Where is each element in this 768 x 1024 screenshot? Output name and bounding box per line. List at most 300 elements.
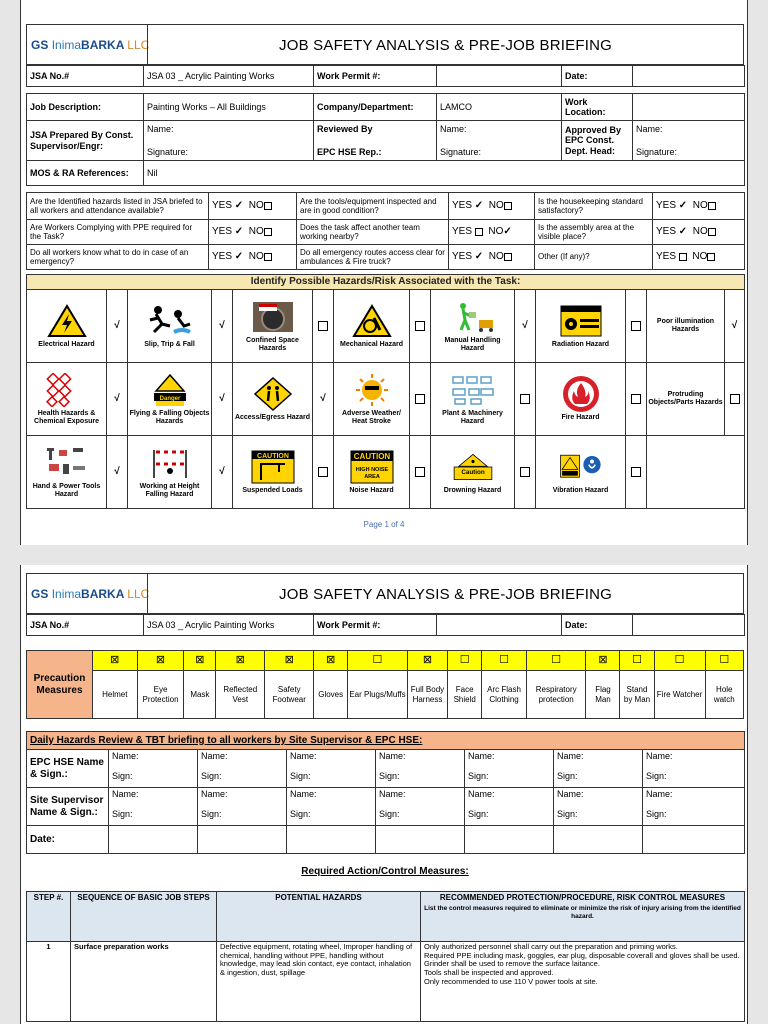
daily-sign-cell[interactable] xyxy=(198,788,287,826)
protection-header-title: RECOMMENDED PROTECTION/PROCEDURE, RISK CONTROL MEASURES xyxy=(439,893,726,902)
work-location-label: Work Location: xyxy=(562,94,633,121)
hazard-check-mark: √ xyxy=(320,393,326,405)
yes-no-answer[interactable] xyxy=(209,193,297,220)
svg-text:Caution: Caution xyxy=(460,469,485,477)
question-text: Is the assembly area at the visible place? xyxy=(535,220,653,245)
company-logo xyxy=(29,29,149,61)
job-details-table xyxy=(26,93,745,186)
reviewed-by-fields[interactable] xyxy=(437,121,562,161)
hazard-checkbox[interactable] xyxy=(107,363,128,436)
hazard-checkbox[interactable] xyxy=(212,363,233,436)
daily-sign-cell[interactable] xyxy=(109,750,198,788)
question-text: Is the housekeeping standard satisfactory? xyxy=(535,193,653,220)
slip-trip-icon xyxy=(148,303,192,339)
document-title: JOB SAFETY ANALYSIS & PRE-JOB BRIEFING xyxy=(147,574,743,614)
sign-label: Sign: xyxy=(379,771,400,782)
no-label: NO xyxy=(692,226,708,238)
precaution-checkbox[interactable]: ⊠ xyxy=(92,651,137,671)
hazard-label: Radiation Hazard xyxy=(551,340,610,348)
hazard-label: Protruding Objects/Parts Hazards xyxy=(648,390,723,406)
question-text: Are the Identified hazards listed in JSA briefed to all workers and attendance available? xyxy=(27,193,209,220)
precaution-checkbox[interactable]: ☐ xyxy=(705,651,743,671)
step-sequence: Surface preparation works xyxy=(71,942,217,1022)
sequence-header: SEQUENCE OF BASIC JOB STEPS xyxy=(71,892,217,942)
precaution-checkbox[interactable]: ☐ xyxy=(526,651,586,671)
daily-sign-cell[interactable] xyxy=(287,750,376,788)
approved-by-fields[interactable] xyxy=(633,121,745,161)
work-location-value[interactable] xyxy=(633,94,745,121)
reviewed-by-cell xyxy=(314,121,437,161)
name-label: Name: xyxy=(201,789,228,799)
no-label: NO xyxy=(248,251,264,263)
hazard-label: Electrical Hazard xyxy=(38,340,95,348)
precaution-checkbox[interactable]: ⊠ xyxy=(407,651,447,671)
confined-space-icon xyxy=(251,299,295,335)
daily-review-table xyxy=(26,731,745,854)
yes-label: YES xyxy=(212,251,233,263)
precaution-label: Reflected Vest xyxy=(216,671,265,719)
no-label: NO xyxy=(248,200,264,212)
daily-review-title: Daily Hazards Review & TBT briefing to all workers by Site Supervisor & EPC HSE: xyxy=(27,732,745,750)
yes-label: YES xyxy=(212,200,233,212)
date-label: Date: xyxy=(562,66,633,87)
machinery-icon xyxy=(451,372,495,408)
precaution-checkbox[interactable]: ⊠ xyxy=(216,651,265,671)
no-label: NO xyxy=(488,226,504,238)
precaution-label: Mask xyxy=(184,671,216,719)
precaution-measures-table xyxy=(26,650,744,719)
hazard-check-mark: √ xyxy=(522,320,528,332)
yes-label: YES xyxy=(656,226,677,238)
hazard-label: Suspended Loads xyxy=(242,486,303,494)
name-label: Name: xyxy=(112,751,139,761)
logo-barka: BARKA xyxy=(81,38,124,52)
precaution-checkbox[interactable]: ☐ xyxy=(654,651,705,671)
hazard-label: Poor illumination Hazards xyxy=(656,317,715,333)
hazard-cell xyxy=(233,290,313,363)
electrical-hazard-icon xyxy=(45,303,89,339)
empty-hazard-cell xyxy=(647,436,745,509)
hazard-label: Flying & Falling Objects Hazards xyxy=(129,409,210,425)
hazard-label: Manual Handling Hazard xyxy=(444,336,501,352)
yes-label: YES xyxy=(212,226,233,238)
daily-sign-cell[interactable] xyxy=(554,750,643,788)
daily-sign-cell[interactable] xyxy=(465,826,554,854)
yes-no-answer[interactable] xyxy=(209,220,297,245)
hazard-cell xyxy=(233,363,313,436)
name-label: Name: xyxy=(646,789,673,799)
permit-label: Work Permit #: xyxy=(314,66,437,87)
name-label: Name: xyxy=(112,789,139,799)
name-label: Name: xyxy=(147,124,174,135)
yes-no-answer[interactable] xyxy=(209,245,297,270)
job-description-label: Job Description: xyxy=(27,94,144,121)
question-text: Do all emergency routes access clear for ambulances & Fire truck? xyxy=(297,245,449,270)
yes-label: YES xyxy=(452,226,473,238)
yes-mark: ✓ xyxy=(678,200,688,212)
yes-no-answer[interactable] xyxy=(449,220,535,245)
name-label: Name: xyxy=(379,789,406,799)
hazard-checkbox[interactable] xyxy=(313,290,334,363)
jsa-no-label: JSA No.# xyxy=(27,615,144,636)
hazard-cell xyxy=(233,436,313,509)
empty-checkbox-icon xyxy=(318,321,328,331)
daily-sign-cell[interactable] xyxy=(376,788,465,826)
hazard-label: Access/Egress Hazard xyxy=(234,413,311,421)
hazard-cell xyxy=(334,363,410,436)
sign-label: Sign: xyxy=(290,809,311,820)
sign-label: Sign: xyxy=(468,809,489,820)
daily-sign-cell[interactable] xyxy=(376,750,465,788)
falling-objects-icon xyxy=(148,372,192,408)
drowning-caution-icon xyxy=(451,449,495,485)
step-header: STEP #. xyxy=(27,892,71,942)
yes-mark: ✓ xyxy=(474,200,484,212)
logo-inima: Inima xyxy=(51,38,82,52)
epc-hse-label: EPC HSE Rep.: xyxy=(317,146,382,157)
name-label: Name: xyxy=(636,124,663,135)
control-measures-table xyxy=(26,891,745,1022)
svg-text:Danger: Danger xyxy=(159,395,180,402)
hazard-checkbox[interactable] xyxy=(515,363,536,436)
empty-checkbox-icon xyxy=(730,394,740,404)
sign-label: Sign: xyxy=(646,809,667,820)
permit-value[interactable] xyxy=(437,615,562,636)
question-text: Does the task affect another team working nearby? xyxy=(297,220,449,245)
sign-label: Sign: xyxy=(379,809,400,820)
daily-sign-cell[interactable] xyxy=(287,788,376,826)
control-measure: Only authorized personnel shall carry out the preparation and priming works. xyxy=(424,942,678,951)
mos-value[interactable]: Nil xyxy=(144,161,745,186)
access-egress-icon xyxy=(251,376,295,412)
hazard-checkbox[interactable] xyxy=(107,290,128,363)
hazard-cell xyxy=(334,436,410,509)
hazard-checkbox[interactable] xyxy=(626,290,647,363)
hazard-check-mark: √ xyxy=(219,466,225,478)
yes-no-answer[interactable] xyxy=(653,245,745,270)
protection-header xyxy=(421,892,745,942)
hazard-label: Slip, Trip & Fall xyxy=(144,340,195,348)
company-value[interactable]: LAMCO xyxy=(437,94,562,121)
empty-checkbox-icon xyxy=(708,228,716,236)
sign-label: Sign: xyxy=(201,809,222,820)
jsa-no-label: JSA No.# xyxy=(27,66,144,87)
daily-sign-cell[interactable] xyxy=(198,750,287,788)
no-label: NO xyxy=(248,226,264,238)
hazard-label: Plant & Machinery Hazard xyxy=(442,409,503,425)
permit-label: Work Permit #: xyxy=(314,615,437,636)
yes-mark: ✓ xyxy=(474,251,484,263)
hazard-checkbox[interactable] xyxy=(725,363,745,436)
sign-label: Sign: xyxy=(468,771,489,782)
hazard-cell xyxy=(647,363,725,436)
hazard-cell xyxy=(27,436,107,509)
empty-checkbox-icon xyxy=(520,394,530,404)
control-measure: Grinder shall be used to remove the surface laitance. xyxy=(424,959,600,969)
yes-mark: ✓ xyxy=(234,200,244,212)
name-label: Name: xyxy=(646,751,673,761)
jsa-info-table xyxy=(26,65,745,87)
empty-checkbox-icon xyxy=(475,228,483,236)
daily-sign-cell[interactable] xyxy=(643,826,745,854)
step-controls xyxy=(421,942,745,1022)
hazard-cell xyxy=(27,290,107,363)
empty-checkbox-icon xyxy=(415,394,425,404)
daily-sign-cell[interactable] xyxy=(465,788,554,826)
daily-sign-cell[interactable] xyxy=(643,788,745,826)
hazard-checkbox[interactable] xyxy=(626,363,647,436)
empty-checkbox-icon xyxy=(318,467,328,477)
height-barrier-icon xyxy=(148,445,192,481)
document-header xyxy=(26,24,744,65)
logo-gs: GS xyxy=(31,38,49,52)
hazard-cell xyxy=(431,436,515,509)
empty-checkbox-icon xyxy=(631,321,641,331)
no-label: NO xyxy=(488,251,504,263)
no-label: NO xyxy=(692,200,708,212)
mos-label: MOS & RA References: xyxy=(27,161,144,186)
name-label: Name: xyxy=(379,751,406,761)
date-value[interactable] xyxy=(633,66,745,87)
precaution-checkbox[interactable]: ⊠ xyxy=(314,651,348,671)
noise-caution-icon xyxy=(350,449,394,485)
precaution-label: Face Shield xyxy=(448,671,482,719)
precaution-label: Stand by Man xyxy=(620,671,654,719)
daily-row-label: Site Supervisor Name & Sign.: xyxy=(27,788,109,826)
no-label: NO xyxy=(692,251,708,263)
question-text: Are the tools/equipment inspected and are in good condition? xyxy=(297,193,449,220)
precaution-checkbox[interactable]: ☐ xyxy=(620,651,654,671)
hazard-checkbox[interactable] xyxy=(725,290,745,363)
control-measure: Required PPE including mask, goggles, ear plug, disposable coverall and gloves shall be used. xyxy=(424,950,740,960)
protection-header-sub: List the control measures required to eliminate or minimize the risk of injury arising from the identified hazard. xyxy=(424,905,741,920)
svg-text:HIGH NOISE: HIGH NOISE xyxy=(355,466,388,473)
precaution-label: Flag Man xyxy=(586,671,620,719)
prepared-by-label: JSA Prepared By Const. Supervisor/Engr: xyxy=(27,121,144,161)
precaution-label: Precaution Measures xyxy=(27,651,93,719)
hazard-checkbox[interactable] xyxy=(313,436,334,509)
yes-label: YES xyxy=(656,251,677,263)
name-label: Name: xyxy=(440,124,467,135)
fire-icon xyxy=(559,376,603,412)
yes-label: YES xyxy=(656,200,677,212)
empty-checkbox-icon xyxy=(415,467,425,477)
hazard-cell xyxy=(334,290,410,363)
manual-handling-icon xyxy=(451,299,495,335)
precaution-checkbox[interactable]: ⊠ xyxy=(265,651,314,671)
hazard-cell xyxy=(128,363,212,436)
name-label: Name: xyxy=(468,789,495,799)
name-label: Name: xyxy=(290,751,317,761)
precaution-checkbox[interactable]: ⊠ xyxy=(137,651,184,671)
daily-sign-cell[interactable] xyxy=(554,826,643,854)
jsa-no-value[interactable]: JSA 03 _ Acrylic Painting Works xyxy=(144,66,314,87)
company-logo xyxy=(29,578,149,610)
sign-label: Sign: xyxy=(557,771,578,782)
required-actions-title: Required Action/Control Measures: xyxy=(301,866,469,877)
precaution-checkbox[interactable]: ☐ xyxy=(348,651,408,671)
hazard-checkbox[interactable] xyxy=(515,436,536,509)
empty-checkbox-icon xyxy=(415,321,425,331)
logo-inima: Inima xyxy=(51,587,82,601)
hazard-check-mark: √ xyxy=(114,393,120,405)
precaution-label: Respiratory protection xyxy=(526,671,586,719)
daily-sign-cell[interactable] xyxy=(376,826,465,854)
name-label: Name: xyxy=(557,789,584,799)
hazard-label: Mechanical Hazard xyxy=(339,340,404,348)
prepared-by-fields[interactable] xyxy=(144,121,314,161)
hazard-cell xyxy=(536,290,626,363)
empty-checkbox-icon xyxy=(679,253,687,261)
precaution-label: Fire Watcher xyxy=(654,671,705,719)
date-label: Date: xyxy=(562,615,633,636)
yes-mark: ✓ xyxy=(234,226,244,238)
svg-text:CAUTION: CAUTION xyxy=(353,451,390,461)
sign-label: Sign: xyxy=(112,809,133,820)
date-value[interactable] xyxy=(633,615,745,636)
hazard-cell xyxy=(431,290,515,363)
jsa-no-value[interactable]: JSA 03 _ Acrylic Painting Works xyxy=(144,615,314,636)
empty-checkbox-icon xyxy=(504,253,512,261)
question-text: Do all workers know what to do in case of an emergency? xyxy=(27,245,209,270)
page-number: Page 1 of 4 xyxy=(363,520,405,529)
signature-label: Signature: xyxy=(636,146,678,157)
step-hazards: Defective equipment, rotating wheel, Improper handling of chemical, handling without PPE, handling without knowledge, may lead skin contact, eye contact, inhalation & ingestion, dust, spillage xyxy=(217,942,421,1022)
empty-checkbox-icon xyxy=(707,253,715,261)
logo-gs: GS xyxy=(31,587,49,601)
hazards-table xyxy=(26,274,745,509)
job-description-value[interactable]: Painting Works – All Buildings xyxy=(144,94,314,121)
chemical-icon xyxy=(45,372,89,408)
precaution-checkbox[interactable]: ☐ xyxy=(482,651,527,671)
yes-label: YES xyxy=(452,251,473,263)
daily-sign-cell[interactable] xyxy=(109,788,198,826)
document-header xyxy=(26,573,744,614)
yes-mark: ✓ xyxy=(234,251,244,263)
signature-label: Signature: xyxy=(147,146,189,157)
hazard-check-mark: √ xyxy=(731,320,738,332)
vibration-icon xyxy=(559,449,603,485)
page-two xyxy=(20,565,748,1024)
radiation-icon xyxy=(559,303,603,339)
precaution-label: Hole watch xyxy=(705,671,743,719)
hazard-checkbox[interactable] xyxy=(107,436,128,509)
precaution-checkbox[interactable]: ⊠ xyxy=(184,651,216,671)
hazard-label: Drowning Hazard xyxy=(443,486,502,494)
step-number: 1 xyxy=(27,942,71,1022)
yes-no-answer[interactable] xyxy=(449,193,535,220)
logo-barka: BARKA xyxy=(81,587,124,601)
yes-no-answer[interactable] xyxy=(449,245,535,270)
hazard-cell xyxy=(536,436,626,509)
daily-row-label: Date: xyxy=(27,826,109,854)
hazard-label: Noise Hazard xyxy=(349,486,394,494)
hazards-header: POTENTIAL HAZARDS xyxy=(217,892,421,942)
empty-checkbox-icon xyxy=(631,467,641,477)
no-mark: ✓ xyxy=(503,226,512,238)
hazard-checkbox[interactable] xyxy=(515,290,536,363)
daily-sign-cell[interactable] xyxy=(109,826,198,854)
hazard-cell xyxy=(431,363,515,436)
document-title: JOB SAFETY ANALYSIS & PRE-JOB BRIEFING xyxy=(147,25,743,65)
yes-mark: ✓ xyxy=(678,226,688,238)
no-label: NO xyxy=(488,200,504,212)
daily-sign-cell[interactable] xyxy=(287,826,376,854)
empty-checkbox-icon xyxy=(708,202,716,210)
permit-value[interactable] xyxy=(437,66,562,87)
hazard-cell xyxy=(536,363,626,436)
hazard-label: Vibration Hazard xyxy=(552,486,609,494)
hazard-cell xyxy=(647,290,725,363)
page-one xyxy=(20,0,748,545)
hazard-checkbox[interactable] xyxy=(410,290,431,363)
precaution-label: Gloves xyxy=(314,671,348,719)
svg-text:AREA: AREA xyxy=(363,473,380,480)
mechanical-hazard-icon xyxy=(350,303,394,339)
company-label: Company/Department: xyxy=(314,94,437,121)
logo-llc: LLC xyxy=(127,587,150,601)
hazard-checkbox[interactable] xyxy=(410,436,431,509)
tools-icon xyxy=(45,445,89,481)
jsa-info-table xyxy=(26,614,745,636)
caution-crane-icon xyxy=(251,449,295,485)
heat-sun-icon xyxy=(350,372,394,408)
name-label: Name: xyxy=(201,751,228,761)
logo-llc: LLC xyxy=(127,38,150,52)
empty-checkbox-icon xyxy=(631,394,641,404)
precaution-label: Full Body Harness xyxy=(407,671,447,719)
yes-label: YES xyxy=(452,200,473,212)
empty-checkbox-icon xyxy=(520,467,530,477)
hazards-title: Identify Possible Hazards/Risk Associated with the Task: xyxy=(27,275,745,290)
precaution-label: Safety Footwear xyxy=(265,671,314,719)
sign-label: Sign: xyxy=(112,771,133,782)
checklist-questions-table xyxy=(26,192,745,270)
empty-checkbox-icon xyxy=(264,253,272,261)
hazard-checkbox[interactable] xyxy=(313,363,334,436)
yes-no-answer[interactable] xyxy=(653,220,745,245)
hazard-checkbox[interactable] xyxy=(212,436,233,509)
hazard-check-mark: √ xyxy=(114,466,120,478)
precaution-checkbox[interactable]: ☐ xyxy=(448,651,482,671)
sign-label: Sign: xyxy=(290,771,311,782)
reviewed-by-label: Reviewed By xyxy=(317,124,373,135)
precaution-checkbox[interactable]: ⊠ xyxy=(586,651,620,671)
precaution-label: Ear Plugs/Muffs xyxy=(348,671,408,719)
daily-row-label: EPC HSE Name & Sign.: xyxy=(27,750,109,788)
daily-sign-cell[interactable] xyxy=(465,750,554,788)
hazard-checkbox[interactable] xyxy=(410,363,431,436)
yes-no-answer[interactable] xyxy=(653,193,745,220)
sign-label: Sign: xyxy=(557,809,578,820)
daily-sign-cell[interactable] xyxy=(198,826,287,854)
hazard-cell xyxy=(128,290,212,363)
hazard-checkbox[interactable] xyxy=(212,290,233,363)
hazard-label: Adverse Weather/ Heat Stroke xyxy=(341,409,401,425)
sign-label: Sign: xyxy=(646,771,667,782)
name-label: Name: xyxy=(557,751,584,761)
empty-checkbox-icon xyxy=(504,202,512,210)
precaution-label: Eye Protection xyxy=(137,671,184,719)
name-label: Name: xyxy=(290,789,317,799)
daily-sign-cell[interactable] xyxy=(643,750,745,788)
control-measure: Tools shall be inspected and approved. xyxy=(424,967,554,977)
hazard-checkbox[interactable] xyxy=(626,436,647,509)
hazard-label: Fire Hazard xyxy=(561,413,600,421)
daily-sign-cell[interactable] xyxy=(554,788,643,826)
hazard-label: Hand & Power Tools Hazard xyxy=(32,482,101,498)
signature-label: Signature: xyxy=(440,146,482,157)
